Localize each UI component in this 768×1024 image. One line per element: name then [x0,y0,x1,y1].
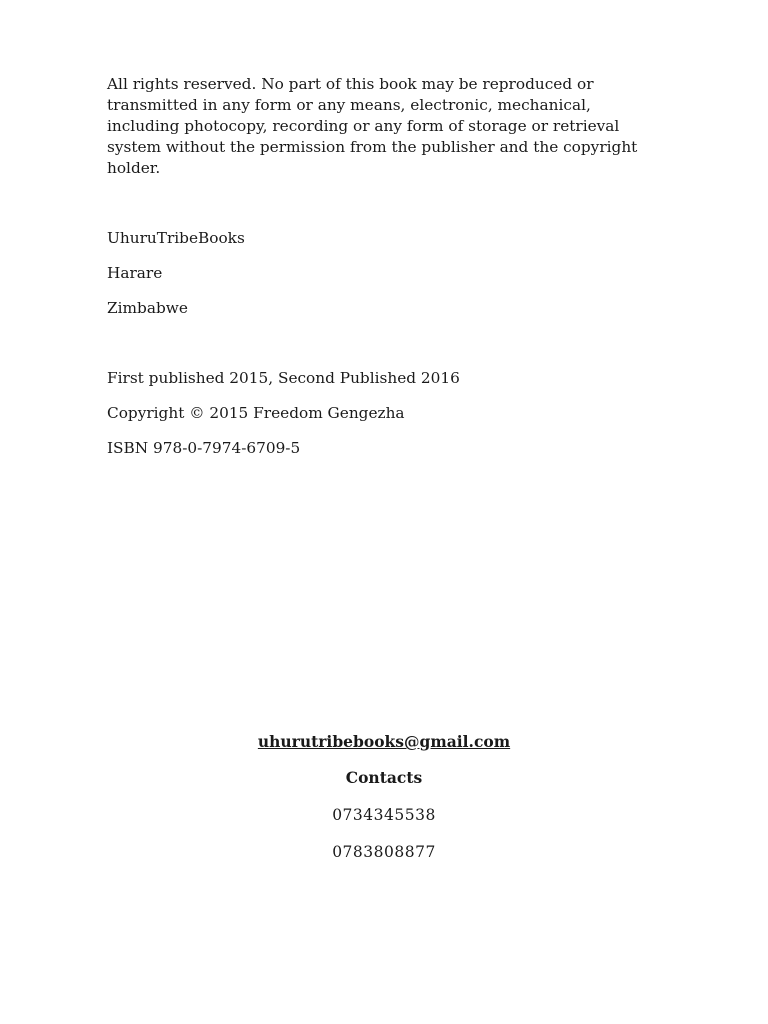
publisher-city: Harare [107,264,163,282]
isbn: ISBN 978-0-7974-6709-5 [107,439,301,457]
rights-notice: All rights reserved. No part of this book may be reproduced or transmitted in any form or any means, electronic, mechanical, including photocopy, recording or any form of storage or retrieval system without the permission from the publisher and the copyright holder. [107,75,638,177]
publication-history: First published 2015, Second Published 2016 [107,369,460,387]
phone-number: 0783808877 [332,843,436,861]
copyright-line: Copyright © 2015 Freedom Gengezha [107,404,405,422]
publisher-country: Zimbabwe [107,299,188,317]
phone-number: 0734345538 [332,806,436,824]
publisher-name: UhuruTribeBooks [107,229,245,247]
contacts-heading: Contacts [345,768,423,787]
contact-email-link[interactable]: uhurutribebooks@gmail.com [257,732,511,751]
